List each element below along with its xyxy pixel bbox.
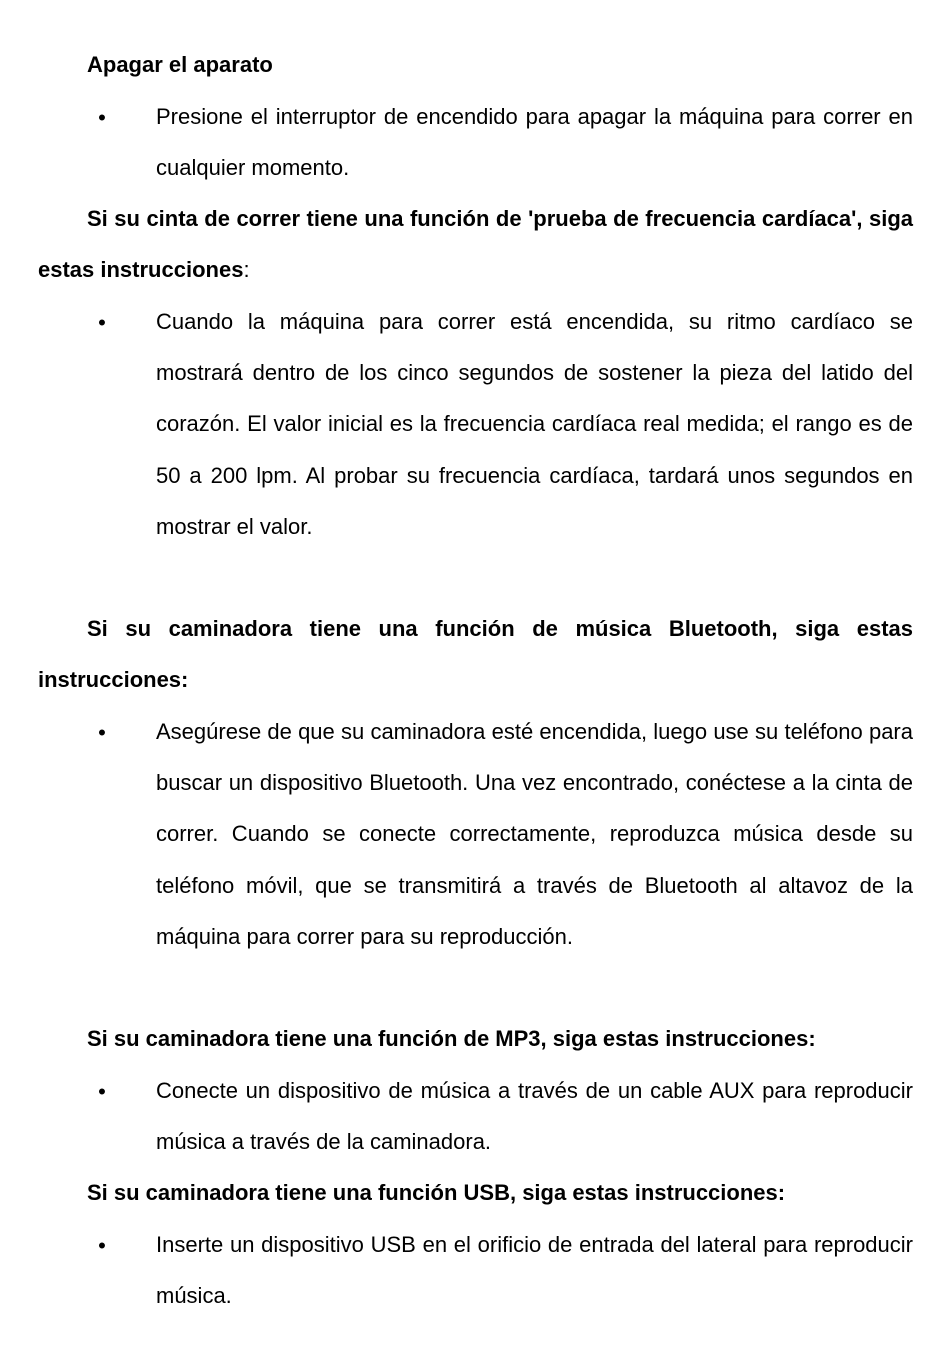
section-heading-heart-rate bbox=[38, 193, 913, 295]
section-text-mp3: Conecte un dispositivo de música a través de un cable AUX para reproducir música a través de la caminadora. bbox=[156, 1078, 913, 1155]
bullet-marker: • bbox=[98, 310, 106, 335]
heading-text: Si su cinta de correr tiene una función de 'prueba de frecuencia cardíaca', siga estas instrucciones bbox=[38, 206, 913, 283]
section-heading-bluetooth: Si su caminadora tiene una función de música Bluetooth, siga estas instrucciones: bbox=[38, 616, 913, 693]
bullet-marker: • bbox=[98, 105, 106, 130]
bullet-marker: • bbox=[98, 1233, 106, 1258]
bullet-marker: • bbox=[98, 1079, 106, 1104]
bullet-marker: • bbox=[98, 720, 106, 745]
heading-colon: : bbox=[243, 257, 250, 283]
section-heading-power-off: Apagar el aparato bbox=[87, 52, 273, 77]
section-text-heart-rate: Cuando la máquina para correr está encendida, su ritmo cardíaco se mostrará dentro de los cinco segundos de sostener la pieza del latido del corazón. El valor inicial es la frecuencia cardíaca real medida; el rango es de 50 a 200 lpm. Al probar su frecuencia cardíaca, tardará unos segundos en mostrar el valor. bbox=[156, 309, 913, 539]
section-heading-mp3: Si su caminadora tiene una función de MP3, siga estas instrucciones: bbox=[87, 1026, 816, 1051]
section-text-usb: Inserte un dispositivo USB en el orificio de entrada del lateral para reproducir música. bbox=[156, 1232, 913, 1309]
section-heading-usb: Si su caminadora tiene una función USB, siga estas instrucciones: bbox=[87, 1180, 786, 1205]
section-text-power-off: Presione el interruptor de encendido para apagar la máquina para correr en cualquier momento. bbox=[156, 104, 913, 181]
section-text-bluetooth: Asegúrese de que su caminadora esté encendida, luego use su teléfono para buscar un dispositivo Bluetooth. Una vez encontrado, conéctese a la cinta de correr. Cuando se conecte correctamente, reproduzca música desde su teléfono móvil, que se transmitirá a través de Bluetooth al altavoz de la máquina para correr para su reproducción. bbox=[156, 719, 913, 949]
